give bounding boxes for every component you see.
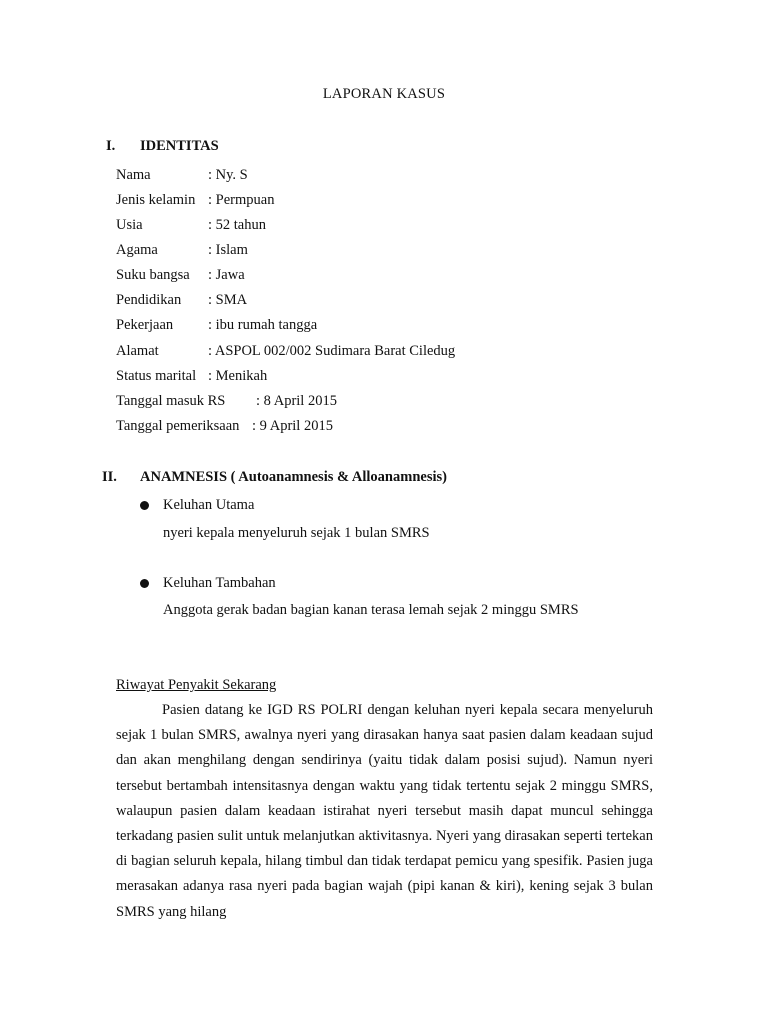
document-title: LAPORAN KASUS [322, 86, 446, 102]
row-label: Status marital [116, 368, 197, 384]
row-value: : ASPOL 002/002 Sudimara Barat Ciledug [208, 343, 456, 359]
row-label: Alamat [116, 343, 159, 359]
row-value: : Menikah [208, 368, 268, 384]
row-label: Tanggal masuk RS [116, 393, 226, 409]
section-title: ANAMNESIS ( Autoanamnesis & Alloanamnesis) [140, 469, 447, 485]
row-label: Suku bangsa [116, 267, 190, 283]
row-value: : 9 April 2015 [252, 418, 333, 434]
bullet-icon [140, 579, 149, 588]
section-number: II. [102, 469, 117, 485]
row-value: : 52 tahun [208, 217, 266, 233]
row-value: : Jawa [208, 267, 245, 283]
row-label: Agama [116, 242, 158, 258]
riwayat-penyakit-heading: Riwayat Penyakit Sekarang [116, 677, 277, 693]
keluhan-utama-label: Keluhan Utama [163, 497, 255, 513]
bullet-icon [140, 501, 149, 510]
row-value: : SMA [208, 292, 248, 308]
row-label: Pekerjaan [116, 317, 174, 333]
row-value: : Ny. S [208, 167, 248, 183]
row-value: : Permpuan [208, 192, 275, 208]
row-value: : 8 April 2015 [256, 393, 337, 409]
section-title: IDENTITAS [140, 138, 219, 154]
riwayat-penyakit-paragraph: Pasien datang ke IGD RS POLRI dengan keluhan nyeri kepala secara menyeluruh sejak 1 bulan SMRS, awalnya nyeri yang dirasakan hanya saat pasien dalam keadaan sujud dan akan menghilang dengan sendirinya (yaitu tidak dalam posisi sujud). Namun nyeri tersebut bertambah intensitasnya dengan waktu yang tidak tertentu sejak 2 minggu SMRS, walaupun pasien dalam keadaan istirahat nyeri tersebut masih dapat muncul sehingga terkadang pasien sulit untuk melanjutkan aktivitasnya. Nyeri yang dirasakan seperti tertekan di bagian seluruh kepala, hilang timbul dan tidak terdapat pemicu yang spesifik. Pasien juga merasakan adanya rasa nyeri pada bagian wajah (pipi kanan & kiri), kening sejak 3 bulan SMRS yang hilang [116, 702, 653, 920]
row-value: : Islam [208, 242, 248, 258]
row-label: Usia [116, 217, 143, 233]
keluhan-utama-text: nyeri kepala menyeluruh sejak 1 bulan SMRS [163, 525, 430, 541]
row-label: Pendidikan [116, 292, 182, 308]
section-number: I. [106, 138, 116, 154]
row-value: : ibu rumah tangga [208, 317, 318, 333]
row-label: Nama [116, 167, 151, 183]
keluhan-tambahan-text: Anggota gerak badan bagian kanan terasa lemah sejak 2 minggu SMRS [163, 602, 579, 618]
row-label: Jenis kelamin [116, 192, 196, 208]
row-label: Tanggal pemeriksaan [116, 418, 240, 434]
keluhan-tambahan-label: Keluhan Tambahan [163, 575, 276, 591]
